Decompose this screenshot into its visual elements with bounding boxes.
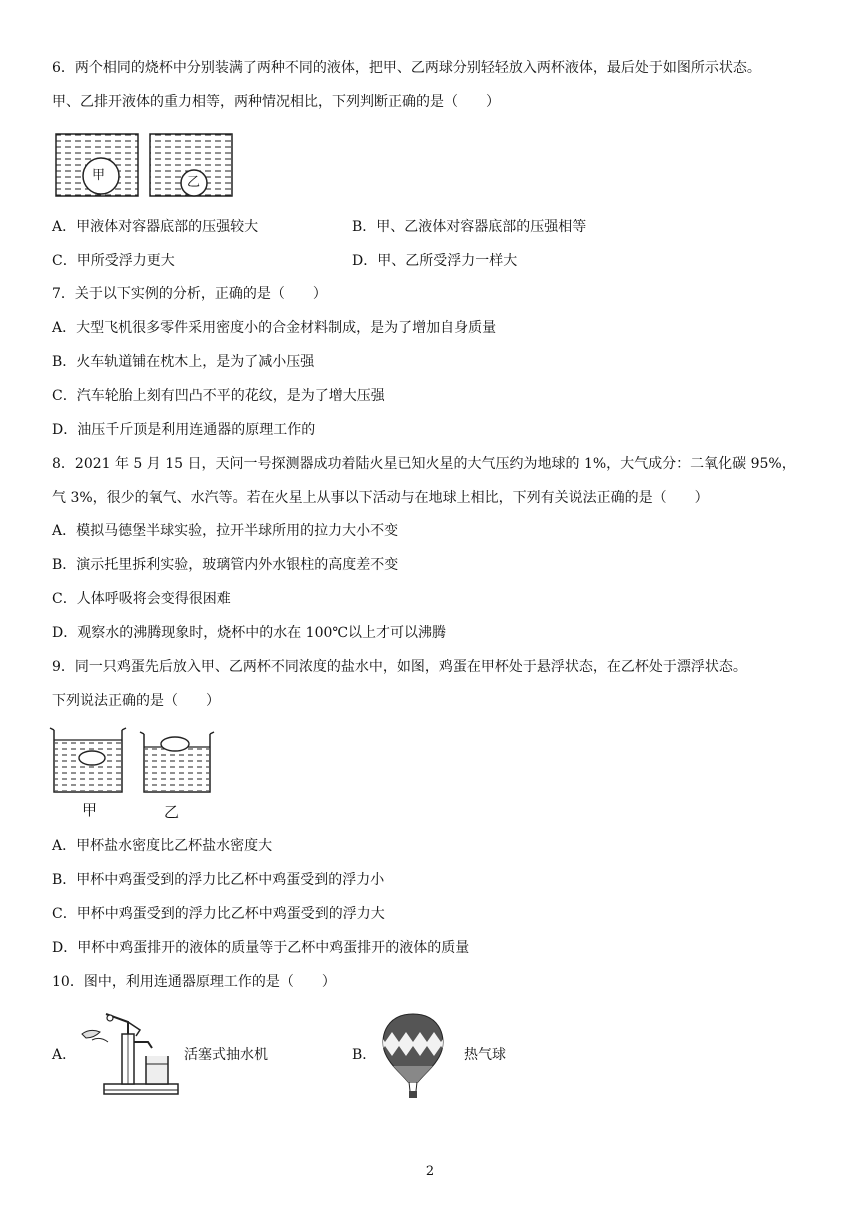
q9-cup-label-yi: 乙 [164,803,180,821]
q9-stem-line2: 下列说法正确的是（ ） [52,693,220,709]
q6-figure [54,132,236,200]
q6-option-d: D．甲、乙所受浮力一样大 [352,253,518,269]
q6-ball-label-yi: 乙 [187,175,201,190]
q9-option-d: D．甲杯中鸡蛋排开的液体的质量等于乙杯中鸡蛋排开的液体的质量 [52,940,470,956]
q8-stem-line2: 气 3%，很少的氧气、水汽等。若在火星上从事以下活动与在地球上相比，下列有关说法正确的是（ ） [52,490,709,506]
q9-option-b: B．甲杯中鸡蛋受到的浮力比乙杯中鸡蛋受到的浮力小 [52,872,385,888]
q7-stem: 7．关于以下实例的分析，正确的是（ ） [52,286,327,302]
q6-ball-label-jia: 甲 [92,168,106,183]
q9-stem-line1: 9．同一只鸡蛋先后放入甲、乙两杯不同浓度的盐水中，如图，鸡蛋在甲杯处于悬浮状态，在乙杯处于漂浮状态。 [52,659,747,675]
q7-option-a: A．大型飞机很多零件采用密度小的合金材料制成，是为了增加自身质量 [52,320,497,336]
q6-option-a: A．甲液体对容器底部的压强较大 [52,219,259,235]
q10-option-a-caption: 活塞式抽水机 [184,1047,268,1063]
q9-option-c: C．甲杯中鸡蛋受到的浮力比乙杯中鸡蛋受到的浮力大 [52,906,385,922]
q8-option-d: D．观察水的沸腾现象时，烧杯中的水在 100℃以上才可以沸腾 [52,625,447,641]
q9-egg-yi [161,737,189,751]
q7-option-c: C．汽车轮胎上刻有凹凸不平的花纹，是为了增大压强 [52,388,385,404]
q8-stem-line1: 8．2021 年 5 月 15 日，天问一号探测器成功着陆火星已知火星的大气压约为地球的 1%，大气成分：二氧化碳 95%， [52,456,796,472]
q9-option-a: A．甲杯盐水密度比乙杯盐水密度大 [52,838,273,854]
q7-option-d: D．油压千斤顶是利用连通器的原理工作的 [52,422,316,438]
q8-option-c: C．人体呼吸将会变得很困难 [52,591,231,607]
q10-option-a-letter: A． [52,1047,77,1063]
q6-stem-line1: 6．两个相同的烧杯中分别装满了两种不同的液体，把甲、乙两球分别轻轻放入两杯液体，最后处于如图所示状态。 [52,60,761,76]
q8-option-a: A．模拟马德堡半球实验，拉开半球所用的拉力大小不变 [52,523,399,539]
q9-egg-jia [79,751,105,765]
q6-stem-line2: 甲、乙排开液体的重力相等，两种情况相比，下列判断正确的是（ ） [52,94,500,110]
q7-option-b: B．火车轨道铺在枕木上，是为了减小压强 [52,354,315,370]
hot-air-balloon-image [378,1012,448,1102]
q10-stem: 10．图中，利用连通器原理工作的是（ ） [52,974,336,990]
q9-figure [52,728,212,798]
q6-option-c: C．甲所受浮力更大 [52,253,175,269]
q10-option-b-letter: B． [352,1047,377,1063]
q9-cup-label-jia: 甲 [82,801,98,819]
page-number: 2 [425,1164,435,1179]
piston-pump-image [78,1012,182,1098]
q6-option-b: B．甲、乙液体对容器底部的压强相等 [352,219,587,235]
q10-option-b-caption: 热气球 [464,1047,506,1063]
q8-option-b: B．演示托里拆利实验，玻璃管内外水银柱的高度差不变 [52,557,399,573]
